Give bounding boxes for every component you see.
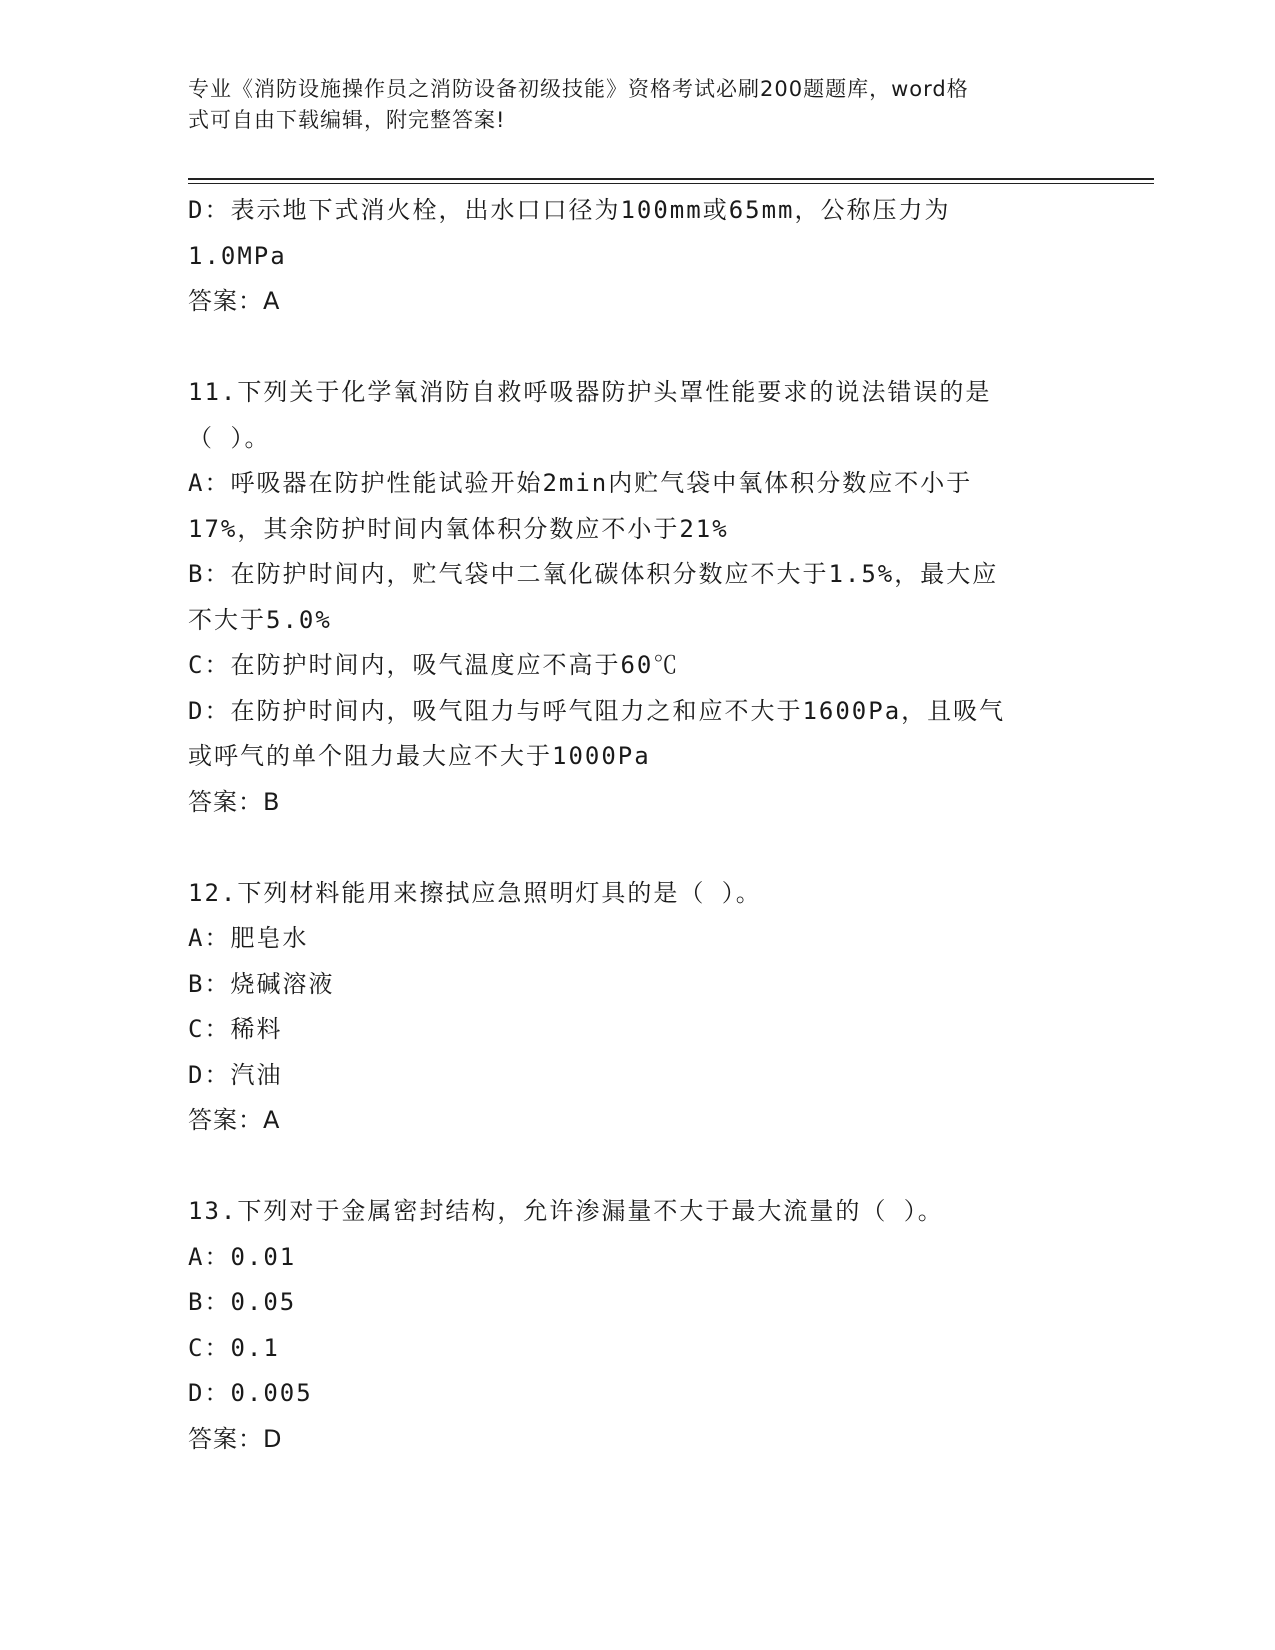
- answer-text: 答案：A: [188, 1106, 281, 1134]
- question-stem: （ ）。: [188, 423, 271, 452]
- option-b-line: B：0.05: [188, 1288, 297, 1316]
- option-d-line: D：在防护时间内，吸气阻力与呼气阻力之和应不大于1600Pa，且吸气: [188, 696, 1006, 725]
- answer-text: 答案：D: [188, 1424, 283, 1453]
- option-d-line: D：0.005: [188, 1379, 313, 1407]
- spacer: [188, 1144, 1088, 1190]
- option-a-line: 17%，其余防护时间内氧体积分数应不小于21%: [188, 514, 729, 543]
- question-13: [188, 1189, 1088, 1462]
- option-a-line: A：肥皂水: [188, 924, 309, 952]
- option-d-line: 1.0MPa: [188, 241, 287, 270]
- option-a-line: A：呼吸器在防护性能试验开始2min内贮气袋中氧体积分数应不小于: [188, 469, 973, 497]
- question-10-tail: [188, 188, 1088, 325]
- answer-text: 答案：B: [188, 787, 281, 816]
- option-d-line: D：汽油: [188, 1060, 283, 1089]
- spacer: [188, 325, 1088, 371]
- question-list: [188, 188, 1088, 1462]
- option-b-line: B：在防护时间内，贮气袋中二氧化碳体积分数应不大于1.5%，最大应: [188, 560, 999, 588]
- question-11: [188, 370, 1088, 825]
- question-stem: 11.下列关于化学氧消防自救呼吸器防护头罩性能要求的说法错误的是: [188, 378, 992, 406]
- header-line-1: 专业《消防设施操作员之消防设备初级技能》资格考试必刷200题题库，word格: [188, 77, 969, 101]
- answer-text: 答案：A: [188, 287, 281, 315]
- option-b-line: B：烧碱溶液: [188, 969, 335, 998]
- option-c-line: C：在防护时间内，吸气温度应不高于60℃: [188, 651, 680, 679]
- spacer: [188, 825, 1088, 871]
- option-d-line: 或呼气的单个阻力最大应不大于1000Pa: [188, 742, 651, 770]
- header-line-2: 式可自由下载编辑，附完整答案!: [188, 108, 506, 132]
- option-a-line: A：0.01: [188, 1242, 297, 1271]
- option-c-line: C：稀料: [188, 1015, 283, 1043]
- option-d-line: D：表示地下式消火栓，出水口口径为100mm或65mm，公称压力为: [188, 196, 951, 224]
- option-b-line: 不大于5.0%: [188, 605, 332, 634]
- document-header: [188, 74, 1088, 136]
- header-rule-thick: [188, 178, 1154, 180]
- question-stem: 13.下列对于金属密封结构，允许渗漏量不大于最大流量的（ ）。: [188, 1197, 944, 1225]
- question-stem: 12.下列材料能用来擦拭应急照明灯具的是（ ）。: [188, 878, 762, 907]
- header-rule-thin: [188, 183, 1154, 184]
- question-12: [188, 871, 1088, 1144]
- option-c-line: C：0.1: [188, 1333, 280, 1362]
